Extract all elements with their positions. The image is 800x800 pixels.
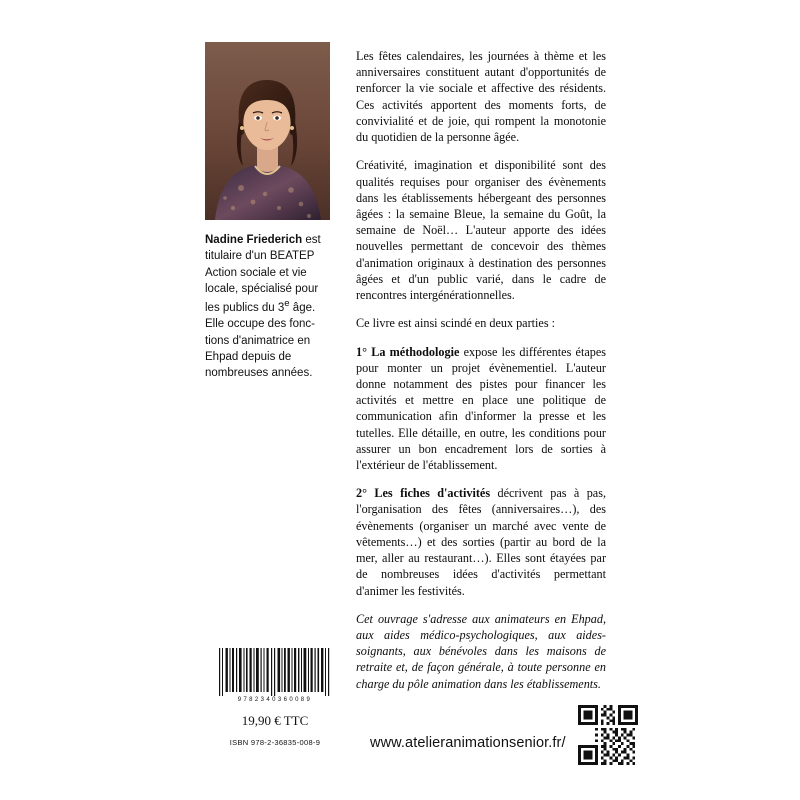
blurb-paragraph-3: Ce livre est ainsi scindé en deux parties : (356, 316, 556, 331)
blurb-part-1 (356, 344, 606, 474)
author-bio-line8: en Ehpad depuis de (205, 334, 311, 364)
blurb-part-2-text: décrivent pas à pas, l'organisation des fêtes (anniversaires…), des évènements (organiser un marché avec vente de vêtements…) et des sorties (partir au bord de la mer, aller au restaurant…). Elles sont étayées par de nombreuses idées d'activités permettant d'animer les festivités. (356, 486, 606, 598)
isbn-label: ISBN 978-2-36835-008-9 (229, 738, 321, 747)
author-portrait-photo (205, 42, 330, 220)
price-label: 19,90 € TTC (241, 713, 309, 728)
blurb-part-2 (356, 485, 606, 599)
blurb-column (356, 48, 606, 704)
barcode-block (216, 648, 334, 747)
blurb-paragraph-1: Les fêtes calendaires, les journées à thème et les anniversaires constituent autant d'opportunités de renforcer la vie sociale et affective des résidents. Ces activités apportent des moments forts, de convivialité et de joie, qui rompent la monotonie du quotidien de la personne âgée. (356, 49, 606, 145)
author-name: Nadine Friederich (205, 234, 303, 246)
author-portrait-icon (205, 42, 330, 220)
website-url[interactable]: www.atelieranimationsenior.fr/ (370, 735, 566, 751)
author-bio-line6: occupe des fonc- (227, 318, 315, 331)
ean13-barcode-icon (216, 648, 334, 696)
blurb-closing-paragraph: Cet ouvrage s'adresse aux animateurs en Ehpad, aux aides médico-psychologiques, aux aides-soignants, aux bénévoles dans les maisons de retraite et, de façon générale, à toute personne en charge du pôle animation dans les établissements. (356, 611, 606, 691)
blurb-part-1-text: expose les différentes étapes pour monter un projet évènementiel. L'auteur donne notamment des pistes pour financer les activités et mettre en place une politique de communication afin d'informer la presse et les tutelles. Elle détaille, en outre, les conditions pour assurer un bon encadrement lors de sorties à l'extérieur de l'établissement. (356, 344, 606, 473)
author-bio-line2: BEATEP Action (205, 250, 315, 279)
author-bio-line1: est titulaire d'un (205, 234, 321, 263)
barcode-digits: 9782340360089 (237, 697, 313, 703)
author-column (205, 42, 330, 382)
author-bio-block (205, 232, 330, 382)
blurb-part-2-label: 2° Les fiches d'activités (356, 486, 491, 501)
author-bio-line4: spécialisé pour les (205, 282, 319, 315)
blurb-paragraph-2: Créativité, imagination et disponibilité sont des qualités requises pour organiser des évènements dans les établissements hébergeant des personnes âgées : la semaine Bleue, la semaine du Goût, la semaine de Noël… L'auteur apporte des idées nouvelles permettant de concevoir des thèmes d'animation originaux à destination des personnes âgées et d'un public varié, dans le cadre de rencontres intergénérationnelles. (356, 158, 606, 303)
blurb-part-1-label: 1° La méthodologie (356, 344, 460, 359)
author-bio-line5b: âge. Elle (205, 302, 316, 331)
qr-code-icon (578, 705, 638, 765)
author-bio-line9: nombreuses années. (205, 367, 313, 380)
author-bio-ordinal: e (284, 298, 290, 310)
author-bio-line5a: publics du 3 (222, 302, 285, 315)
qr-code[interactable] (578, 705, 638, 765)
author-bio-line3: sociale et vie locale, (205, 266, 307, 295)
author-bio-line7: tions d'animatrice (205, 334, 295, 347)
